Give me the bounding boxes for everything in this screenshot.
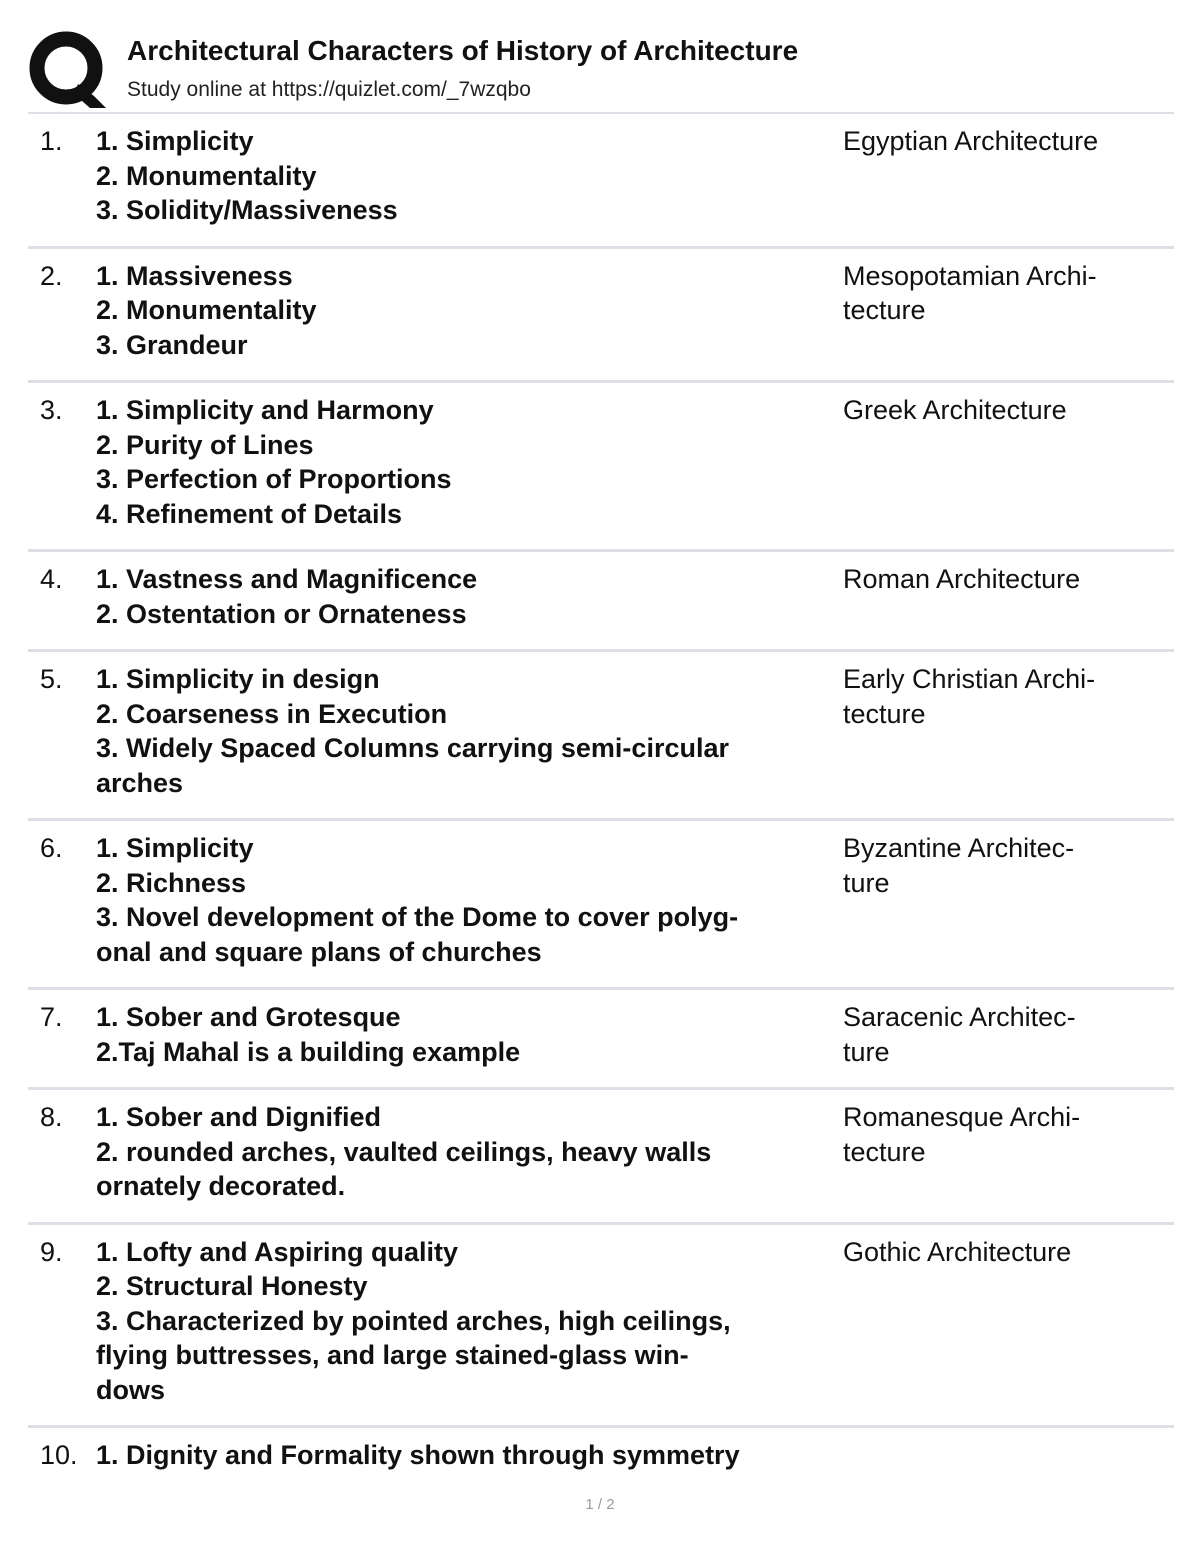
card-number: 2.: [40, 260, 63, 291]
card-term: [96, 1438, 836, 1473]
term-line: 3. Grandeur: [96, 329, 248, 360]
study-online-link[interactable]: Study online at https://quizlet.com/_7wzqbo: [127, 78, 531, 101]
card-number: 7.: [40, 1002, 63, 1032]
term-line: 1. Lofty and Aspiring quality: [96, 1236, 459, 1267]
term-line: 1. Sober and Dignified: [96, 1102, 382, 1132]
card-number: 3.: [40, 395, 63, 425]
card-definition: [843, 1100, 1173, 1169]
card-number: 10.: [40, 1440, 78, 1470]
card-term: [96, 1100, 836, 1204]
card-number: 6.: [40, 833, 63, 863]
term-line: ornately decorated.: [96, 1171, 346, 1201]
term-line: arches: [96, 767, 184, 798]
card-definition: [843, 259, 1173, 328]
term-line: 1. Simplicity: [96, 126, 254, 156]
card-number: 5.: [40, 664, 63, 694]
flashcard-row: [28, 249, 1174, 384]
card-definition: [843, 562, 1173, 597]
definition-line: Greek Architecture: [843, 395, 1067, 425]
card-number: 9.: [40, 1236, 63, 1267]
term-line: 2. rounded arches, vaulted ceilings, heavy walls: [96, 1136, 712, 1167]
card-term: [96, 124, 836, 228]
page-header: [28, 28, 1174, 112]
card-number: 1.: [40, 126, 63, 156]
term-line: 2. Monumentality: [96, 160, 317, 191]
card-term: [96, 662, 836, 800]
term-line: flying buttresses, and large stained-glass win-: [96, 1340, 689, 1370]
card-definition: [843, 662, 1173, 731]
term-line: 2. Ostentation or Ornateness: [96, 598, 467, 629]
flashcard-row: [28, 652, 1174, 821]
term-line: 3. Characterized by pointed arches, high ceilings,: [96, 1305, 731, 1336]
term-line: 1. Dignity and Formality shown through symmetry: [96, 1440, 740, 1470]
flashcard-row: [28, 821, 1174, 990]
definition-line: tecture: [843, 698, 926, 729]
term-line: 2.Taj Mahal is a building example: [96, 1036, 521, 1067]
card-term: [96, 831, 836, 969]
card-term: [96, 259, 836, 363]
card-definition: [843, 1235, 1173, 1270]
flashcard-row: [28, 990, 1174, 1090]
definition-line: Gothic Architecture: [843, 1236, 1072, 1267]
term-line: 4. Refinement of Details: [96, 498, 403, 529]
term-line: 2. Richness: [96, 867, 247, 898]
term-line: 1. Massiveness: [96, 260, 293, 291]
flashcard-row: [28, 383, 1174, 552]
definition-line: ture: [843, 867, 890, 898]
definition-line: Romanesque Archi-: [843, 1102, 1081, 1132]
card-number: 4.: [40, 564, 63, 594]
definition-line: Saracenic Architec-: [843, 1002, 1076, 1032]
term-line: 1. Simplicity in design: [96, 664, 380, 694]
definition-line: Byzantine Architec-: [843, 833, 1075, 863]
definition-line: ture: [843, 1036, 890, 1067]
card-definition: [843, 393, 1173, 428]
term-line: 1. Vastness and Magnificence: [96, 564, 478, 594]
quizlet-q-logo-icon: [28, 30, 108, 110]
card-term: [96, 393, 836, 531]
definition-line: Early Christian Archi-: [843, 664, 1096, 694]
definition-line: Roman Architecture: [843, 564, 1081, 594]
term-line: 1. Sober and Grotesque: [96, 1002, 401, 1032]
page-number: 1 / 2: [585, 1496, 615, 1513]
term-line: 2. Monumentality: [96, 295, 317, 325]
term-line: 3. Novel development of the Dome to cover polyg-: [96, 902, 739, 932]
term-line: 2. Purity of Lines: [96, 429, 314, 460]
page-title: Architectural Characters of History of Architecture: [127, 35, 799, 66]
term-line: 3. Solidity/Massiveness: [96, 195, 398, 225]
card-term: [96, 562, 836, 631]
definition-line: Egyptian Architecture: [843, 126, 1099, 156]
definition-line: tecture: [843, 295, 926, 325]
term-line: onal and square plans of churches: [96, 936, 542, 967]
definition-line: Mesopotamian Archi-: [843, 260, 1097, 291]
card-number: 8.: [40, 1102, 63, 1132]
term-line: 2. Structural Honesty: [96, 1271, 368, 1301]
flashcard-row: [28, 1428, 1174, 1496]
flashcard-row: [28, 552, 1174, 652]
term-line: 3. Widely Spaced Columns carrying semi-circular: [96, 733, 729, 763]
flashcard-row: [28, 1090, 1174, 1225]
flashcard-row: [28, 1225, 1174, 1429]
card-definition: [843, 831, 1173, 900]
card-term: [96, 1000, 836, 1069]
term-line: 3. Perfection of Proportions: [96, 464, 452, 494]
card-definition: [843, 124, 1173, 159]
definition-line: tecture: [843, 1136, 926, 1167]
flashcard-list: [28, 114, 1174, 1496]
term-line: 2. Coarseness in Execution: [96, 698, 448, 729]
card-definition: [843, 1000, 1173, 1069]
card-term: [96, 1235, 836, 1408]
term-line: 1. Simplicity: [96, 833, 254, 863]
flashcard-row: [28, 114, 1174, 249]
term-line: 1. Simplicity and Harmony: [96, 395, 434, 425]
term-line: dows: [96, 1374, 166, 1405]
